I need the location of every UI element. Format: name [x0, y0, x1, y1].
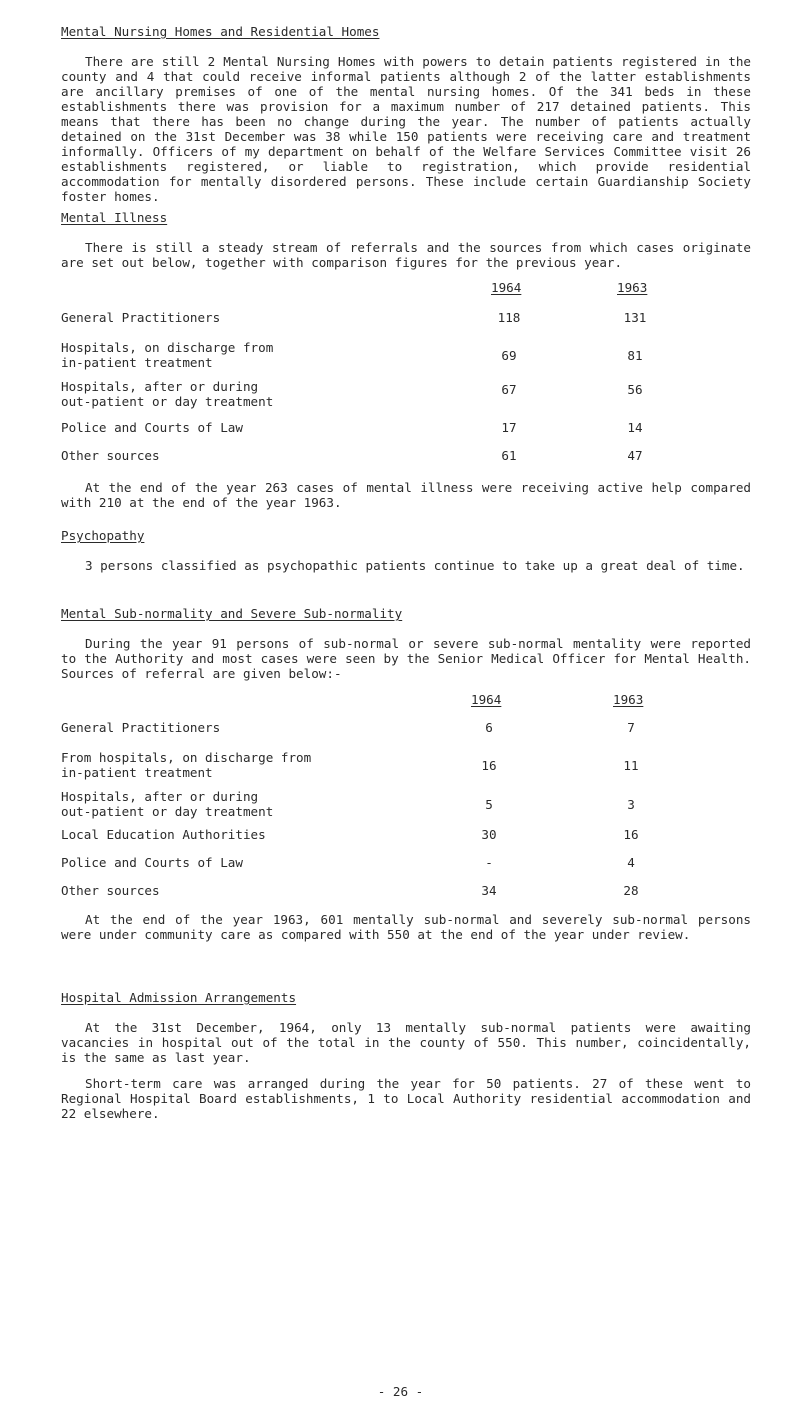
paragraph-text: There is still a steady stream of referrals and the sources from which cases originate are set out below, together with comparison figures for the previous year.: [61, 240, 751, 270]
value-1963: 11: [623, 758, 639, 773]
paragraph-text: At the end of the year 1963, 601 mentally sub-normal and severely sub-normal persons were under community care as compared with 550 at the end of the year under review.: [61, 912, 751, 942]
section-heading-mental-illness: Mental Illness: [61, 210, 168, 225]
row-label: Hospitals, on discharge from in-patient treatment: [61, 340, 274, 370]
column-header-1964: 1964: [471, 692, 502, 707]
column-header-1963: 1963: [613, 692, 644, 707]
row-label: Other sources: [61, 883, 160, 898]
row-label: From hospitals, on discharge from in-patient treatment: [61, 750, 312, 780]
section-heading-hospital-admission: Hospital Admission Arrangements: [61, 990, 297, 1005]
value-1963: 131: [623, 310, 647, 325]
row-label: Hospitals, after or during out-patient or day treatment: [61, 789, 274, 819]
value-1964: 5: [485, 797, 493, 812]
section-heading-psychopathy: Psychopathy: [61, 528, 145, 543]
value-1963: 3: [627, 797, 635, 812]
paragraph-mental-illness-outro: [61, 480, 751, 510]
paragraph-text: There are still 2 Mental Nursing Homes with powers to detain patients registered in the county and 4 that could receive informal patients although 2 of the latter establishments are ancillary premises of one of the mental nursing homes. Of the 341 beds in these establishments there was provision for a maximum number of 217 detained patients. This means that there has been no change during the year. The number of patients actually detained on the 31st December was 38 while 150 patients were receiving care and treatment informally. Officers of my department on behalf of the Welfare Services Committee visit 26 establishments registered, or liable to registration, which provide residential accommodation for mentally disordered persons. These include certain Guardianship Society foster homes.: [61, 54, 751, 204]
value-1964: 61: [501, 448, 517, 463]
paragraph-mental-illness-intro: [61, 240, 751, 270]
value-1964: 34: [481, 883, 497, 898]
section-heading-sub-normality: Mental Sub-normality and Severe Sub-normality: [61, 606, 403, 621]
row-label: Other sources: [61, 448, 160, 463]
paragraph-psychopathy: [61, 558, 751, 573]
paragraph-text: At the end of the year 263 cases of mental illness were receiving active help compared with 210 at the end of the year 1963.: [61, 480, 751, 510]
value-1963: 4: [627, 855, 635, 870]
value-1964: -: [485, 855, 493, 870]
paragraph-sub-normality-outro: [61, 912, 751, 942]
row-label: Police and Courts of Law: [61, 420, 243, 435]
value-1964: 67: [501, 382, 517, 397]
value-1964: 17: [501, 420, 517, 435]
paragraph-hospital-admission-2: [61, 1076, 751, 1121]
value-1963: 47: [627, 448, 643, 463]
column-header-1963: 1963: [617, 280, 648, 295]
paragraph-sub-normality-intro: [61, 636, 751, 681]
value-1964: 16: [481, 758, 497, 773]
value-1963: 56: [627, 382, 643, 397]
paragraph-text: 3 persons classified as psychopathic patients continue to take up a great deal of time.: [85, 558, 745, 573]
value-1964: 69: [501, 348, 517, 363]
paragraph-nursing-homes: [61, 54, 751, 204]
paragraph-hospital-admission-1: [61, 1020, 751, 1065]
value-1963: 14: [627, 420, 643, 435]
value-1963: 7: [627, 720, 635, 735]
row-label: Police and Courts of Law: [61, 855, 243, 870]
section-heading-nursing-homes: Mental Nursing Homes and Residential Homes: [61, 24, 380, 39]
value-1963: 81: [627, 348, 643, 363]
value-1964: 6: [485, 720, 493, 735]
value-1964: 118: [497, 310, 521, 325]
page-number: - 26 -: [377, 1384, 424, 1399]
value-1963: 16: [623, 827, 639, 842]
row-label: Local Education Authorities: [61, 827, 266, 842]
paragraph-text: At the 31st December, 1964, only 13 mentally sub-normal patients were awaiting vacancies in hospital out of the total in the county of 550. This number, coincidentally, is the same as last year.: [61, 1020, 751, 1065]
value-1963: 28: [623, 883, 639, 898]
column-header-1964: 1964: [491, 280, 522, 295]
paragraph-text: Short-term care was arranged during the year for 50 patients. 27 of these went to Regional Hospital Board establishments, 1 to Local Authority residential accommodation and 22 elsewhere.: [61, 1076, 751, 1121]
paragraph-text: During the year 91 persons of sub-normal or severe sub-normal mentality were reported to the Authority and most cases were seen by the Senior Medical Officer for Mental Health. Sources of referral are given below:-: [61, 636, 751, 681]
value-1964: 30: [481, 827, 497, 842]
row-label: General Practitioners: [61, 720, 221, 735]
row-label: Hospitals, after or during out-patient or day treatment: [61, 379, 274, 409]
row-label: General Practitioners: [61, 310, 221, 325]
